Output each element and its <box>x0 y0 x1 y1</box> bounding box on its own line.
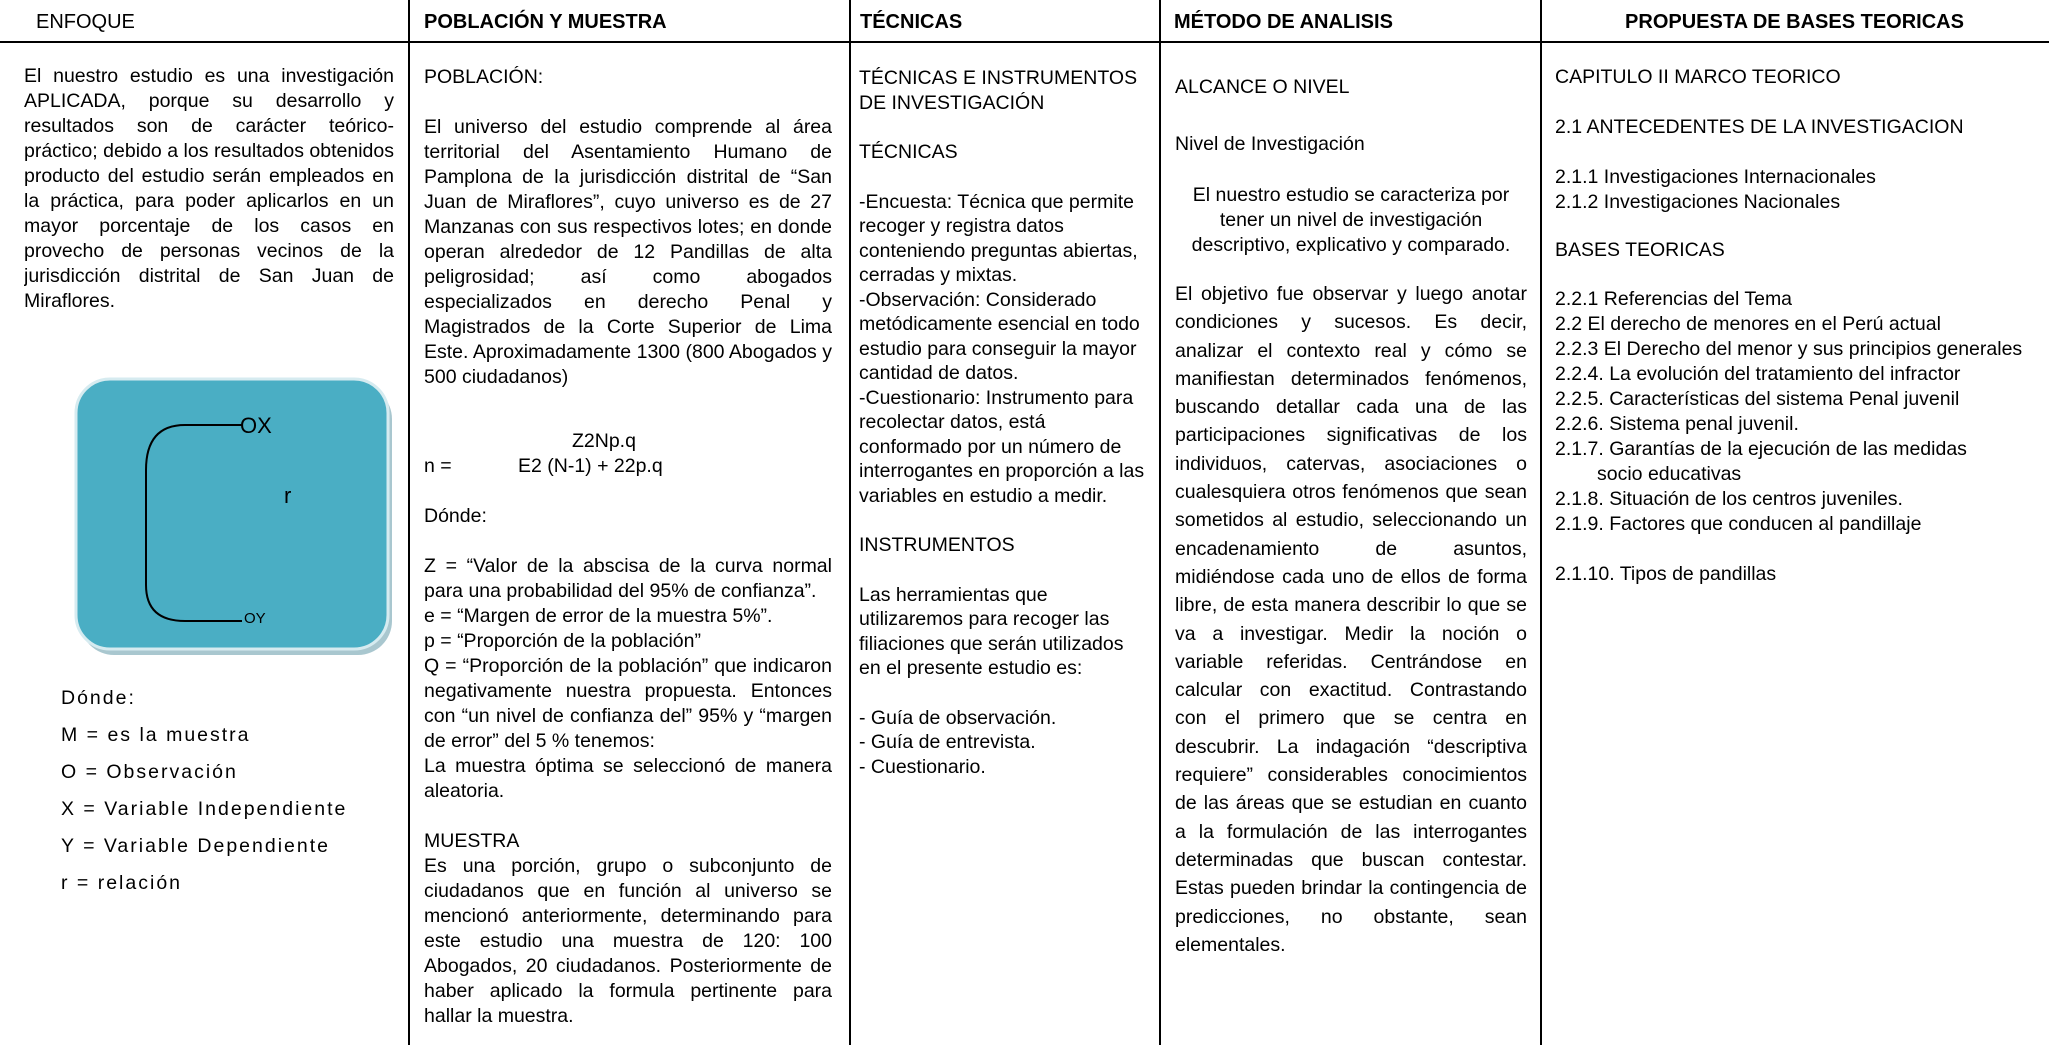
metodo-paragraph-1: El nuestro estudio se caracteriza por tener un nivel de investigación descriptivo, explicativo y comparado. <box>1191 184 1511 256</box>
muestra-paragraph: Es una porción, grupo o subconjunto de ciudadanos que en función al universo se mencionó anteriormente, determinando para este estudio una muestra de 120: 100 Abogados, 20 ciudadanos. Posteriormente de haber aplicado la formula pertinente para hallar la muestra. <box>424 855 832 1027</box>
formula-denominator: E2 (N-1) + 22p.q <box>518 455 663 477</box>
column-divider <box>849 0 851 1045</box>
poblacion-title: POBLACIÓN: <box>424 66 544 88</box>
definition-p: p = “Proporción de la población” <box>424 630 701 652</box>
diagram-oy: OY <box>244 610 266 627</box>
diagram-r: r <box>284 483 292 508</box>
alcance-title: ALCANCE O NIVEL <box>1175 76 1350 98</box>
column-divider <box>1159 0 1161 1045</box>
tecnica-cuestionario: -Cuestionario: Instrumento para recolectar datos, está conformado por un número de interrogantes en proporción a las variables en estudio a medir. <box>859 386 1145 507</box>
formula-row <box>424 454 832 479</box>
nivel-title: Nivel de Investigación <box>1175 133 1365 155</box>
muestra-title: MUESTRA <box>424 830 520 852</box>
column-divider <box>1540 0 1542 1045</box>
tipos-item: 2.1.10. Tipos de pandillas <box>1555 563 1777 585</box>
legend-item: M = es la muestra <box>61 724 251 746</box>
bases-item: 2.2.1 Referencias del Tema <box>1555 288 1793 310</box>
enfoque-legend <box>61 680 401 902</box>
header-propuesta: PROPUESTA DE BASES TEORICAS <box>1625 11 1964 33</box>
antecedentes-title: 2.1 ANTECEDENTES DE LA INVESTIGACION <box>1555 116 1964 138</box>
legend-item: O = Observación <box>61 761 238 783</box>
instrumentos-title: INSTRUMENTOS <box>859 534 1015 556</box>
capitulo-title: CAPITULO II MARCO TEORICO <box>1555 66 1841 88</box>
header-poblacion: POBLACIÓN Y MUESTRA <box>424 11 667 33</box>
metodo-paragraph-2: El objetivo fue observar y luego anotar condiciones y sucesos. Es decir, analizar el contexto real y cómo se manifiestan determinados fenómenos, buscando detallar cada una de las participaciones significativas de los individuos, catervas, asociaciones o cualesquiera otros fenómenos que sean sometidos al estudio, seleccionando un encadenamiento de asuntos, midiéndose cada uno de ellos de forma libre, de esta manera describir lo que se va a investigar. Medir la noción o variable referidas. Centrándose en calcular con exactitud. Contrastando con el primero que se centra en descubrir. La indagación “descriptiva requiere” considerables conocimientos de las áreas que se estudian en cuanto a la formulación de las interrogantes determinadas que buscan contestar. Estas pueden brindar la contingencia de predicciones, no obstante, sean elementales. <box>1175 283 1527 956</box>
tecnicas-title: TÉCNICAS E INSTRUMENTOS DE INVESTIGACIÓN <box>859 67 1138 114</box>
tecnicas-column <box>859 66 1150 779</box>
formula-n: n = <box>424 455 452 477</box>
legend-item: r = relación <box>61 872 183 894</box>
investigacion-item: 2.1.2 Investigaciones Nacionales <box>1555 191 1841 213</box>
instrumento-item: - Cuestionario. <box>859 755 986 778</box>
header-tecnicas: TÉCNICAS <box>860 11 963 33</box>
definition-e: e = “Margen de error de la muestra 5%”. <box>424 605 773 627</box>
instrumento-item: - Guía de entrevista. <box>859 731 1036 753</box>
enfoque-text: El nuestro estudio es una investigación APLICADA, porque su desarrollo y resultados son de carácter teórico-práctico; debido a los resultados obtenidos producto del estudio serán empleados en la práctica, para poder aplicarlos en un mayor porcentaje de los casos en provecho de personas vecinos de la jurisdicción distrital de San Juan de Miraflores. <box>24 65 394 312</box>
definition-q: Q = “Proporción de la población” que indicaron negativamente nuestra propuesta. Entonces con “un nivel de confianza del” 95% y “margen de error” del 5 % tenemos: <box>424 655 832 752</box>
bases-item-continuation: socio educativas <box>1597 463 1742 485</box>
diagram-box <box>76 379 388 649</box>
bases-item: 2.2 El derecho de menores en el Perú actual <box>1555 313 1941 335</box>
bases-item: 2.1.9. Factores que conducen al pandillaje <box>1555 513 1922 535</box>
tecnica-encuesta: -Encuesta: Técnica que permite recoger y registra datos conteniendo preguntas abiertas, cerradas y mixtas. <box>859 190 1138 286</box>
instrumento-item: - Guía de observación. <box>859 706 1057 729</box>
definition-z: Z = “Valor de la abscisa de la curva normal para una probabilidad del 95% de confianza”. <box>424 555 832 602</box>
investigacion-item: 2.1.1 Investigaciones Internacionales <box>1555 166 1876 188</box>
bases-item: 2.2.6. Sistema penal juvenil. <box>1555 413 1799 435</box>
legend-donde: Dónde: <box>61 687 136 709</box>
poblacion-donde: Dónde: <box>424 505 487 527</box>
bases-item: 2.2.5. Características del sistema Penal juvenil <box>1555 388 1960 410</box>
legend-item: X = Variable Independiente <box>61 798 348 820</box>
diagram-svg <box>70 375 398 660</box>
metodo-column <box>1175 75 1527 959</box>
bases-item: 2.1.8. Situación de los centros juveniles. <box>1555 488 1903 510</box>
tecnicas-subtitle: TÉCNICAS <box>859 141 958 163</box>
formula-numerator: Z2Np.q <box>572 430 636 452</box>
bases-title: BASES TEORICAS <box>1555 239 1725 261</box>
poblacion-paragraph: El universo del estudio comprende al área territorial del Asentamiento Humano de Pamplona de la jurisdicción distrital de “San Juan de Miraflores”, cuyo universo es de 27 Manzanas con sus respectivos lotes; en donde operan alrededor de 12 Pandillas de alta peligrosidad; así como abogados especializados en derecho Penal y Magistrados de la Corte Superior de Lima Este. Aproximadamente 1300 (800 Abogados y 500 ciudadanos) <box>424 116 832 388</box>
legend-item: Y = Variable Dependiente <box>61 835 330 857</box>
column-divider <box>408 0 410 1045</box>
header-metodo: MÉTODO DE ANALISIS <box>1174 11 1393 33</box>
header-enfoque: ENFOQUE <box>36 11 135 33</box>
propuesta-column <box>1555 65 2045 587</box>
research-design-diagram <box>70 375 398 660</box>
bases-item: 2.2.4. La evolución del tratamiento del infractor <box>1555 363 1961 385</box>
bases-item: 2.2.3 El Derecho del menor y sus principios generales <box>1555 338 2023 360</box>
header-divider <box>0 41 2049 43</box>
muestra-optima: La muestra óptima se seleccionó de manera aleatoria. <box>424 755 832 802</box>
formula-numerator-row <box>424 429 832 454</box>
bases-item: 2.1.7. Garantías de la ejecución de las medidas <box>1555 438 1967 460</box>
instrumentos-text: Las herramientas que utilizaremos para recoger las filiaciones que serán utilizados en el presente estudio es: <box>859 583 1124 679</box>
tecnica-observacion: -Observación: Considerado metódicamente esencial en todo estudio para conseguir la mayor cantidad de datos. <box>859 288 1140 384</box>
diagram-ox: OX <box>240 413 272 438</box>
poblacion-column <box>424 65 832 1029</box>
